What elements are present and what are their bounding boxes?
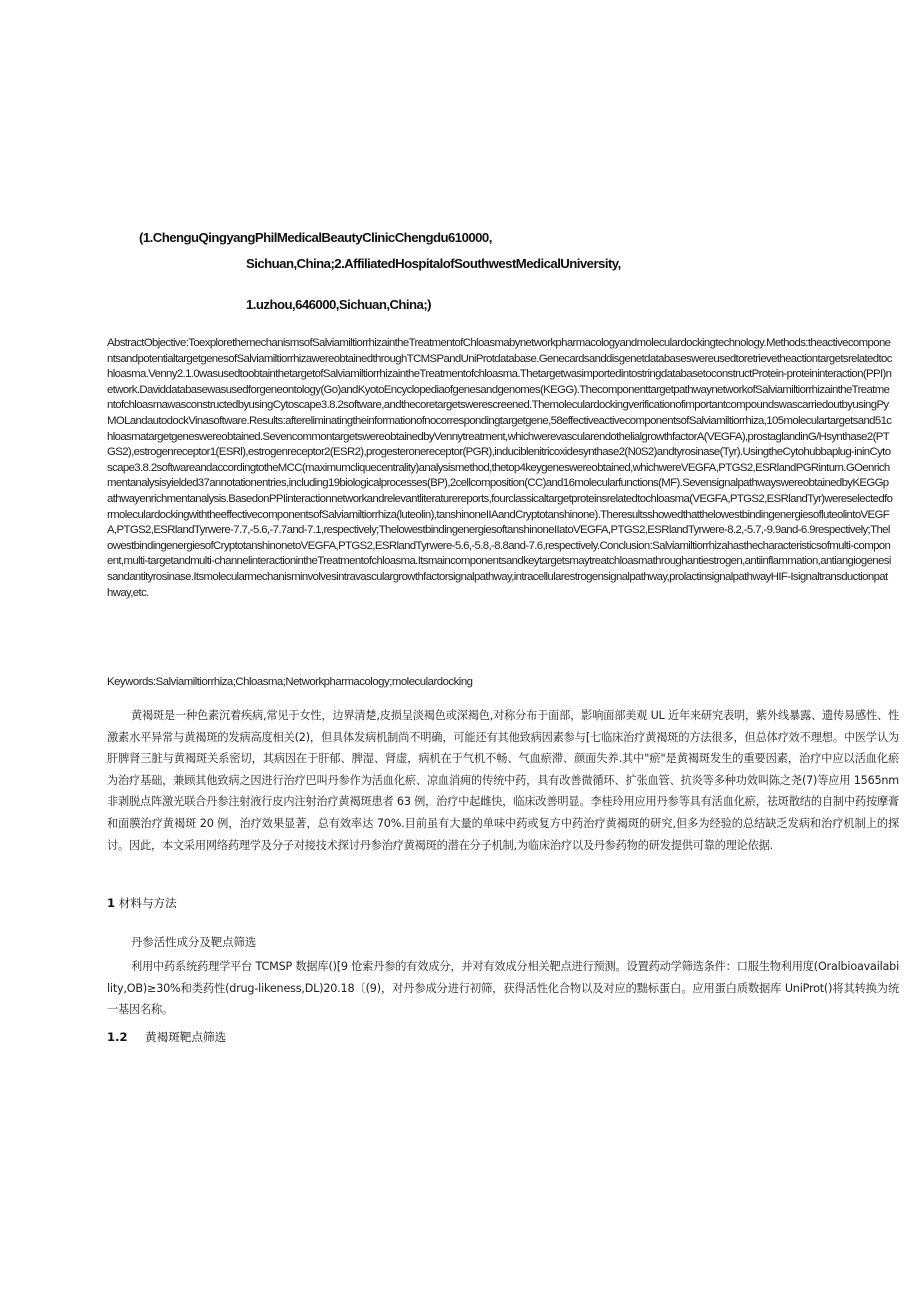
affiliation-line-2: Sichuan,China;2.AffiliatedHospitalofSouthwestMedicalUniversity, — [246, 256, 621, 271]
method-paragraph: 利用中药系统药理学平台 TCMSP 数据库()[9 怆索丹参的有效成分，并对有效成分相关靶点进行预测。设置药动学筛选条件：口服生物利用度(Oralbioavailability,OB)≥30%和类药性(drug-likeness,DL)20.18〔(9)，对丹参成分进行初筛，获得活性化合物以及对应的黜标蛋白。应用蛋白质数据库 UniProt()将其转换为统一基因名称。 — [107, 960, 899, 1017]
intro-paragraph: 黄褐斑是一种色素沉着疾病,常见于女性，边界清楚,皮损呈淡褐色或深褐色,对称分布于面部，影响面部美观 UL 近年来研究表明，紫外线暴露、遗传易感性、性激素水平异常与黄褐斑的发病高度相关(2)，但具体发病机制尚不明确，可能还有其他致病因素参与[七临床治疗黄褐斑的方法很多，但总体疗效不理想。中医学认为肝脾肾三脏与黄褐斑关系密切，其病因在于肝郁、脾湿、肾虚，病机在于气机不畅、气血瘀滞、颜面失养.其中"瘀"是黄褐斑发生的重要因素，治疗中应以活血化瘀为治疗基础，兼顾其他致病之因进行治疗巴叫丹参作为活血化瘀、凉血消痈的传统中药，具有改善微循环、扩张血管、抗炎等多种功效叫陈之尧(7)等应用 1565nm 非剥脱点阵激光联合丹参注射液行皮内注射治疗黄褐斑患者 63 例，治疗中起雌快，临床改善明显。李桂玲用应用丹参等具有活血化瘀，祛斑散结的自制中药按摩膏和面膜治疗黄褐斑 20 例，治疗效果显著，总有效率达 70%.目前虽有大量的单味中药或复方中药治疗黄褐斑的研究,但多为经验的总结缺乏发病和治疗机制上的探讨。因此，本文采用网络药理学及分子对接技术探讨丹参治疗黄褐斑的潜在分子机制,为临床治疗以及丹参药物的研发提供可靠的理论依据. — [107, 709, 899, 852]
section-number: 1.2 — [107, 1030, 128, 1044]
subsection-label: 丹参活性成分及靶点筛选 — [131, 935, 257, 949]
abstract-paragraph: AbstractObjective:ToexplorethemechanismsofSalviamiltiorrhizaintheTreatmentofChloasmabynetworkpharmacologyandmoleculardockingtechnology.Methods:theactivecomponentsandpotentialtargetgenesofSalviamiltiorrhizawereobtainedthroughTCMSPandUniProtdatabase.Genecardsanddisgenetdatabaseswereusedtoretrievetheactiontargetsrelatedtochloasma.Venny2.1.0wasusedtoobtainthetargetofSalviamiltiorrhizaintheTreatmentofchloasma.ThetargetwasimportedintostringdatabasetoconstructProtein-proteininteraction(PPI)network.Daviddatabasewasusedforgeneontology(Go)andKyotoEncyclopediaofgenesandgenomes(KEGG).ThecomponenttargetpathwaynetworkofSalviamiltiorrhizaintheTreatmentofchloasmawasconstructedbyusingCytoscape3.8.2software,andthecoretargetswerescreened.ThemoleculardockingverificationofimportantcompoundswascarriedoutbyusingPyMOLandautodockVinasoftware.Results:aftereliminatingtheinformationofnocorrespondingtargetgene,58effectiveactivecomponentsofSalviamiltiorrhiza,105moleculartargetsand51chloasmatargetgeneswereobtained.SevencommontargetswereobtainedbyVennytreatment,whichwerevascularendothelialgrowthfactorA(VEGFA),prostaglandinG/Hsynthase2(PTGS2),estrogenreceptor1(ESRl),estrogenreceptor2(ESR2),progesteronereceptor(PGR),induciblenitricoxidesynthase2(N0S2)andtyrosinase(Tyr).UsingtheCytohubbaplug-ininCytoscape3.8.2softwareandaccordingtotheMCC(maximumcliquecentrality)analysismethod,thetop4keygeneswereobtained,whichwereVEGFA,PTGS2,ESRlandPGRinturn.GOenrichmentanalysisyielded37annotationentries,including19biologicalprocesses(BP),2cellcomposition(CC)and16molecularfunctions(MF).SevensignalpathwayswereobtainedbyKEGGpathwayenrichmentanalysis.BasedonPPIinteractionnetworkandrelevantliteraturereports,fourclassicaltargetproteinsrelatedtochloasma(VEGFA,PTGS2,ESRlandTyr)wereselectedformoleculardockingwiththeeffectivecomponentsofSalviamiltiorrhiza(luteolin),tanshinoneIIAandCryptotanshinone).TheresultsshowedthatthelowestbindingenergiesofluteolintoVEGFA,PTGS2,ESRlandTyrwere-7.7,-5.6,-7.7and-7.1,respectively;ThelowestbindingenergiesoftanshinoneIIatoVEGFA,PTGS2,ESRlandTyrwere-8.2,-5.7,-9.9and-6.9respectively;ThelowestbindingenergiesofCryptotanshinonetoVEGFA,PTGS2,ESRlandTyrwere-5.6,-5.8,-8.8and-7.6,respectively.Conclusion:Salviamiltiorrhizahasthecharacteristicsofmulti-component,multi-targetandmulti-channelinteractionintheTreatmentofchloasma.Itsmaincomponentsandkeytargetsmaytreatchloasmathroughantiestrogen,antiinflammation,antiangiogenesisandantityrosinase.Itsmolecularmechanisminvolvesintravasculargrowthfactorsignalpathway,intracellularestrogensignalpathway,prolactinsignalpathwayHIF-Isignaltransductionpathway,etc. — [107, 337, 893, 599]
keywords-line: Keywords:Salviamiltiorrhiza;Chloasma;Networkpharmacology;moleculardocking — [107, 676, 473, 688]
section-number: 1 — [107, 896, 116, 910]
section-title: 材料与方法 — [118, 896, 177, 910]
section-heading-1-2 — [107, 1029, 226, 1045]
affiliation-line-1: (1.ChenguQingyangPhilMedicalBeautyClinicChengdu610000, — [139, 230, 492, 245]
section-heading-1 — [107, 895, 177, 911]
section-title: 黄褐斑靶点筛选 — [145, 1030, 227, 1044]
affiliation-line-3: 1.uzhou,646000,Sichuan,China;) — [246, 297, 432, 312]
